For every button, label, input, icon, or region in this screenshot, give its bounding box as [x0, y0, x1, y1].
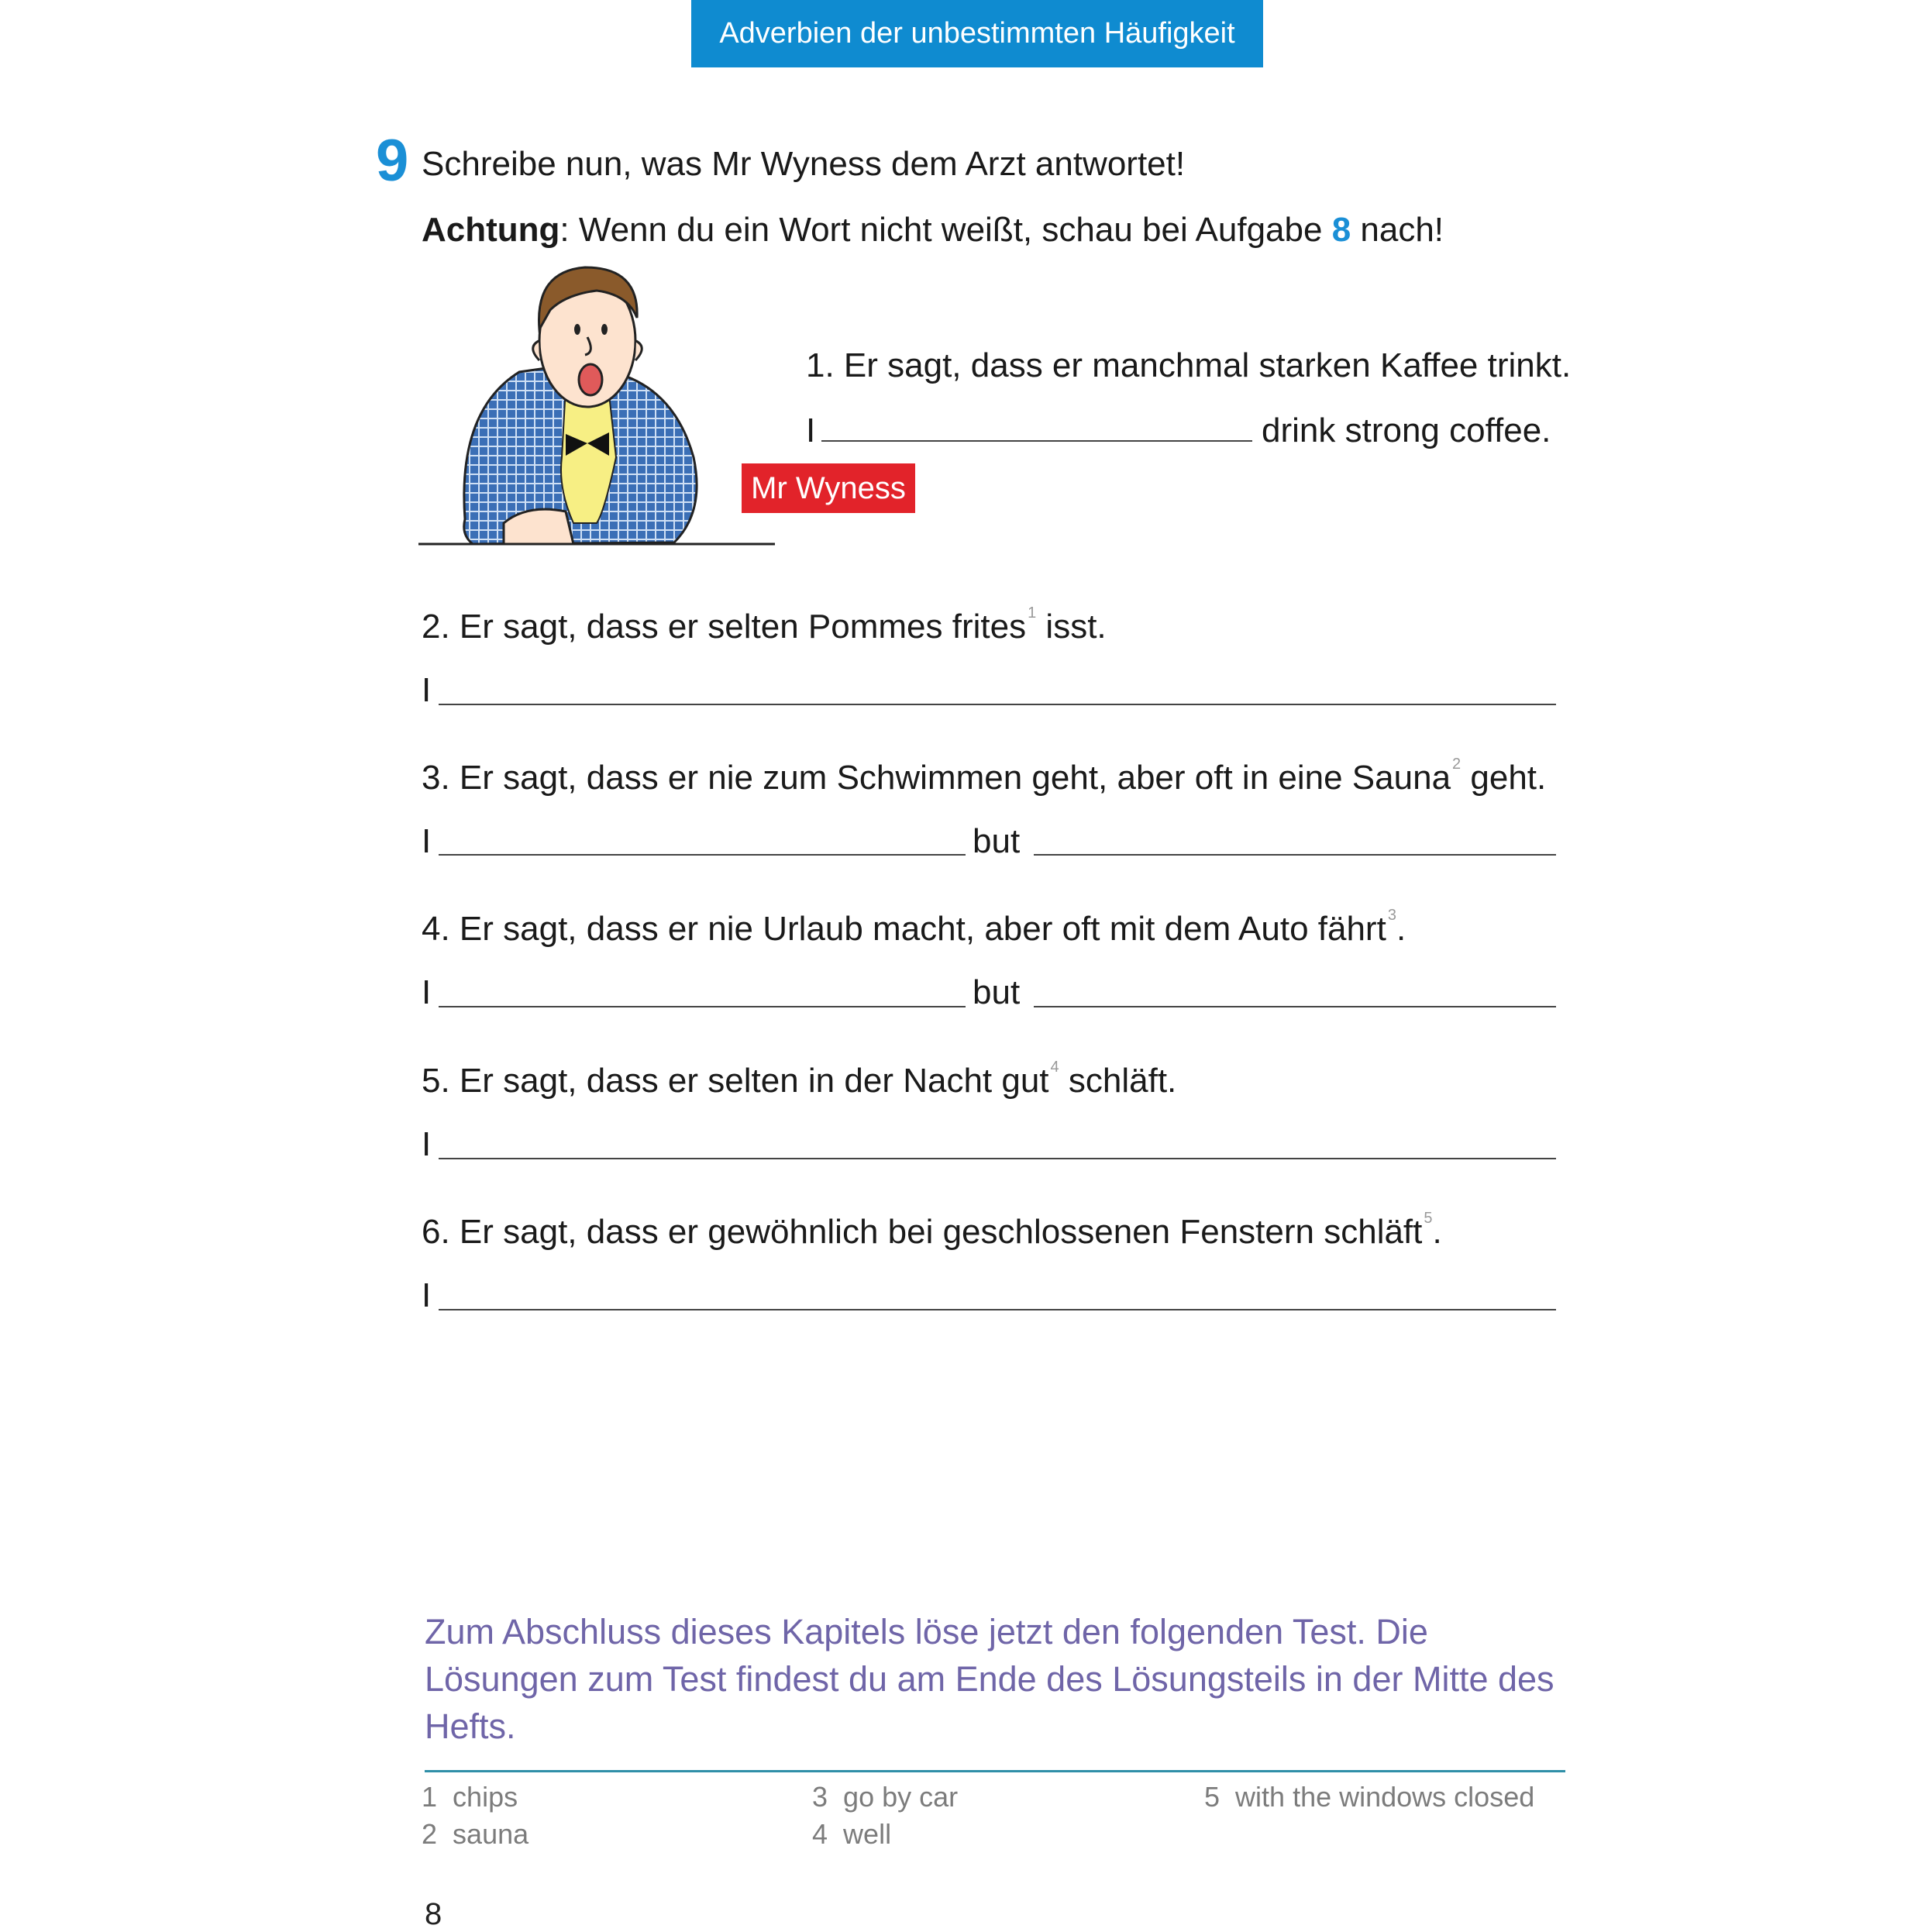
character-name: Mr Wyness: [751, 470, 906, 505]
footnote-5: [1204, 1781, 1534, 1813]
item-5-prompt-text: 5. Er sagt, dass er selten in der Nacht gut: [422, 1062, 1049, 1100]
footnote-4: [812, 1818, 891, 1851]
footnote-1: [422, 1781, 518, 1813]
item-1-prompt: 1. Er sagt, dass er manchmal starken Kaffee trinkt.: [806, 346, 1572, 384]
note-task-ref: 8: [1331, 211, 1351, 249]
item-3-prompt-after: geht.: [1461, 759, 1547, 797]
section-header-tab: [691, 0, 1263, 67]
footnote-4-text: well: [843, 1818, 892, 1850]
footnote-divider: [425, 1770, 1565, 1772]
item-4-footnote-ref: 3: [1387, 907, 1396, 924]
item-2-start: I: [422, 671, 432, 709]
character-name-tag: [742, 463, 915, 513]
item-1-end: drink strong coffee.: [1262, 412, 1551, 449]
footnote-1-number: 1: [422, 1781, 438, 1813]
item-2-prompt-text: 2. Er sagt, dass er selten Pommes frites: [422, 608, 1027, 646]
item-4-answer-blank-2[interactable]: [1034, 1006, 1556, 1007]
item-1-answer-blank[interactable]: [821, 440, 1252, 442]
item-4-prompt-text: 4. Er sagt, dass er nie Urlaub macht, aber oft mit dem Auto fährt: [422, 910, 1386, 948]
item-2-prompt: [422, 604, 1107, 646]
item-3-start: I: [422, 822, 432, 860]
item-3-answer-blank-1[interactable]: [439, 854, 966, 856]
item-2-answer-blank[interactable]: [439, 704, 1556, 705]
item-4-start: I: [422, 973, 432, 1011]
section-title: Adverbien der unbestimmten Häufigkeit: [719, 17, 1235, 50]
item-3-prompt: [422, 756, 1547, 797]
item-5-answer-blank[interactable]: [439, 1158, 1556, 1159]
mr-wyness-illustration: [418, 256, 783, 570]
item-3-prompt-text: 3. Er sagt, dass er nie zum Schwimmen geht, aber oft in eine Sauna: [422, 759, 1451, 797]
task-number: 9: [376, 128, 409, 194]
item-4-prompt: [422, 907, 1406, 948]
footnote-3-number: 3: [812, 1781, 828, 1813]
item-5-start: I: [422, 1125, 432, 1163]
footnote-3-text: go by car: [843, 1781, 959, 1813]
item-6-start: I: [422, 1276, 432, 1314]
item-4-answer-blank-1[interactable]: [439, 1006, 966, 1007]
item-2-footnote-ref: 1: [1028, 604, 1037, 622]
item-1-start: I: [806, 412, 816, 449]
item-6-prompt: [422, 1210, 1442, 1251]
note-text-before: : Wenn du ein Wort nicht weißt, schau bei Aufgabe: [559, 211, 1332, 249]
task-instruction: Schreibe nun, was Mr Wyness dem Arzt antwortet!: [422, 145, 1186, 183]
footnote-2-text: sauna: [453, 1818, 529, 1850]
footnote-1-text: chips: [453, 1781, 518, 1813]
item-3-answer-blank-2[interactable]: [1034, 854, 1556, 856]
task-note: [422, 213, 1444, 247]
item-5-prompt-after: schläft.: [1059, 1062, 1177, 1100]
item-5-prompt: [422, 1059, 1177, 1100]
item-5-footnote-ref: 4: [1050, 1059, 1059, 1076]
chapter-test-note: Zum Abschluss dieses Kapitels löse jetzt den folgenden Test. Die Lösungen zum Test findest du am Ende des Lösungsteils in der Mitte des Hefts.: [425, 1612, 1554, 1746]
item-6-footnote-ref: 5: [1424, 1210, 1433, 1227]
item-3-footnote-ref: 2: [1452, 756, 1461, 773]
footnote-5-text: with the windows closed: [1235, 1781, 1535, 1813]
footnote-2: [422, 1818, 528, 1851]
item-6-prompt-text: 6. Er sagt, dass er gewöhnlich bei geschlossenen Fenstern schläft: [422, 1213, 1423, 1251]
footnote-5-number: 5: [1204, 1781, 1220, 1813]
item-2-prompt-after: isst.: [1036, 608, 1107, 646]
item-6-prompt-after: .: [1432, 1213, 1442, 1251]
footnote-2-number: 2: [422, 1818, 438, 1850]
page-number: 8: [425, 1897, 442, 1931]
item-3-middle: but: [973, 822, 1021, 860]
item-4-prompt-after: .: [1396, 910, 1406, 948]
footnote-3: [812, 1781, 958, 1813]
item-4-middle: but: [973, 973, 1021, 1011]
note-text-after: nach!: [1351, 211, 1444, 249]
footnote-4-number: 4: [812, 1818, 828, 1850]
item-6-answer-blank[interactable]: [439, 1309, 1556, 1310]
note-label: Achtung: [422, 211, 560, 249]
